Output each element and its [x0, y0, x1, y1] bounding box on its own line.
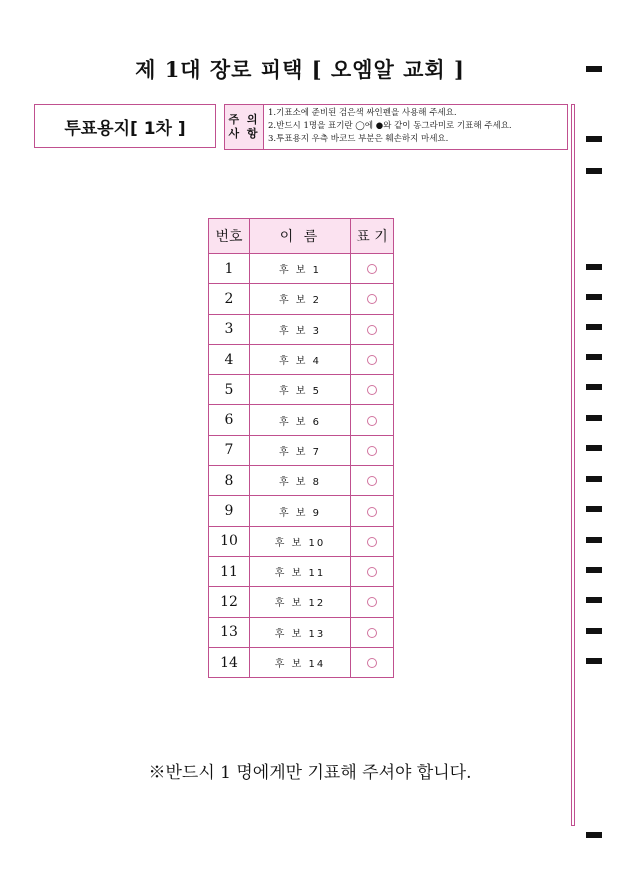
- timing-mark: [586, 324, 602, 330]
- candidate-name: 후 보 7: [250, 435, 351, 465]
- candidate-number: 6: [209, 405, 250, 435]
- table-row: [209, 526, 394, 556]
- timing-mark: [586, 445, 602, 451]
- timing-mark: [586, 658, 602, 664]
- candidate-name: 후 보 1: [250, 254, 351, 284]
- vote-circle-icon[interactable]: [367, 476, 377, 486]
- candidate-number: 10: [209, 526, 250, 556]
- candidate-number: 3: [209, 314, 250, 344]
- vote-circle-icon[interactable]: [367, 446, 377, 456]
- column-header-mark: 표 기: [351, 219, 394, 254]
- mark-cell[interactable]: [351, 344, 394, 374]
- vote-circle-icon[interactable]: [367, 385, 377, 395]
- candidate-number: 12: [209, 587, 250, 617]
- timing-mark: [586, 628, 602, 634]
- mark-cell[interactable]: [351, 314, 394, 344]
- mark-cell[interactable]: [351, 556, 394, 586]
- mark-cell[interactable]: [351, 466, 394, 496]
- candidate-number: 4: [209, 344, 250, 374]
- timing-mark: [586, 354, 602, 360]
- mark-cell[interactable]: [351, 435, 394, 465]
- mark-cell[interactable]: [351, 647, 394, 677]
- timing-mark: [586, 384, 602, 390]
- vote-circle-icon[interactable]: [367, 597, 377, 607]
- notice-heading-line2: 사 항: [228, 127, 260, 140]
- timing-mark: [586, 168, 602, 174]
- vote-circle-icon[interactable]: [367, 507, 377, 517]
- timing-mark: [586, 415, 602, 421]
- candidate-name: 후 보 11: [250, 556, 351, 586]
- timing-mark: [586, 537, 602, 543]
- column-header-number: 번호: [209, 219, 250, 254]
- mark-cell[interactable]: [351, 526, 394, 556]
- timing-mark: [586, 66, 602, 72]
- document-title: 제 1대 장로 피택 [ 오엠알 교회 ]: [135, 57, 465, 82]
- footer-instruction: ※반드시 1 명에게만 기표해 주셔야 합니다.: [148, 763, 472, 783]
- vote-circle-icon[interactable]: [367, 628, 377, 638]
- table-row: [209, 314, 394, 344]
- timing-mark: [586, 567, 602, 573]
- candidate-number: 9: [209, 496, 250, 526]
- mark-cell[interactable]: [351, 496, 394, 526]
- candidate-number: 5: [209, 375, 250, 405]
- candidate-name: 후 보 6: [250, 405, 351, 435]
- candidate-table: [208, 218, 394, 678]
- timing-mark: [586, 294, 602, 300]
- candidate-name: 후 보 12: [250, 587, 351, 617]
- candidate-number: 13: [209, 617, 250, 647]
- notice-line: 1.기표소에 준비된 검은색 싸인펜을 사용해 주세요.: [268, 108, 457, 118]
- mark-cell[interactable]: [351, 284, 394, 314]
- candidate-name: 후 보 9: [250, 496, 351, 526]
- vote-circle-icon[interactable]: [367, 355, 377, 365]
- mark-cell[interactable]: [351, 617, 394, 647]
- candidate-name: 후 보 5: [250, 375, 351, 405]
- candidate-name: 후 보 13: [250, 617, 351, 647]
- timing-mark: [586, 264, 602, 270]
- column-header-name: 이 름: [250, 219, 351, 254]
- candidate-name: 후 보 8: [250, 466, 351, 496]
- timing-mark: [586, 136, 602, 142]
- candidate-number: 7: [209, 435, 250, 465]
- table-row: [209, 496, 394, 526]
- notice-heading-line1: 주 의: [228, 113, 260, 126]
- candidate-name: 후 보 4: [250, 344, 351, 374]
- candidate-name: 후 보 14: [250, 647, 351, 677]
- timing-mark: [586, 476, 602, 482]
- table-row: [209, 405, 394, 435]
- candidate-number: 14: [209, 647, 250, 677]
- barcode-guide-line: [571, 104, 575, 826]
- table-row: [209, 254, 394, 284]
- vote-circle-icon[interactable]: [367, 658, 377, 668]
- table-row: [209, 466, 394, 496]
- notice-line: 2.반드시 1명을 표기란 ◯에 ●와 같이 동그라미로 기표해 주세요.: [268, 121, 512, 131]
- table-row: [209, 344, 394, 374]
- notice-box: [224, 104, 568, 150]
- vote-circle-icon[interactable]: [367, 264, 377, 274]
- mark-cell[interactable]: [351, 587, 394, 617]
- mark-cell[interactable]: [351, 405, 394, 435]
- ballot-round-label: 투표용지[ 1차 ]: [34, 104, 216, 148]
- vote-circle-icon[interactable]: [367, 325, 377, 335]
- table-header-row: [209, 219, 394, 254]
- table-row: [209, 375, 394, 405]
- candidate-name: 후 보 10: [250, 526, 351, 556]
- timing-mark: [586, 832, 602, 838]
- notice-heading: [225, 105, 264, 149]
- candidate-number: 1: [209, 254, 250, 284]
- mark-cell[interactable]: [351, 375, 394, 405]
- vote-circle-icon[interactable]: [367, 294, 377, 304]
- vote-circle-icon[interactable]: [367, 537, 377, 547]
- table-row: [209, 556, 394, 586]
- timing-mark: [586, 506, 602, 512]
- table-row: [209, 647, 394, 677]
- table-row: [209, 435, 394, 465]
- candidate-number: 2: [209, 284, 250, 314]
- notice-line: 3.투표용지 우측 바코드 부분은 훼손하지 마세요.: [268, 134, 449, 144]
- table-row: [209, 587, 394, 617]
- table-row: [209, 284, 394, 314]
- mark-cell[interactable]: [351, 254, 394, 284]
- timing-mark: [586, 597, 602, 603]
- vote-circle-icon[interactable]: [367, 416, 377, 426]
- vote-circle-icon[interactable]: [367, 567, 377, 577]
- table-row: [209, 617, 394, 647]
- candidate-number: 8: [209, 466, 250, 496]
- candidate-name: 후 보 2: [250, 284, 351, 314]
- candidate-name: 후 보 3: [250, 314, 351, 344]
- notice-text: [264, 105, 567, 149]
- candidate-number: 11: [209, 556, 250, 586]
